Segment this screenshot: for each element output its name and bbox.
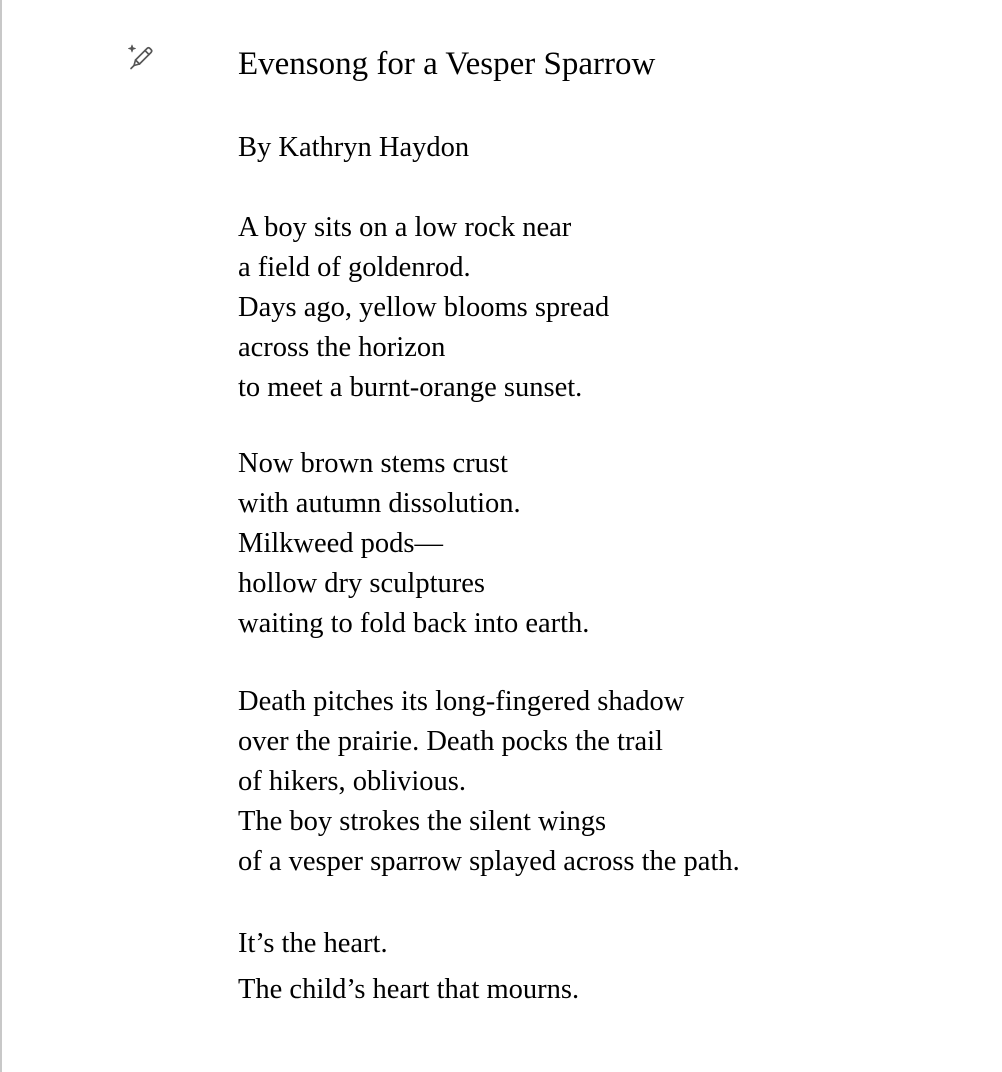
poem-line: to meet a burnt-orange sunset. [238, 372, 583, 403]
stanza-4 [238, 924, 579, 1010]
stanza-2 [238, 444, 589, 644]
poem-line: waiting to fold back into earth. [238, 608, 590, 639]
poem-title: Evensong for a Vesper Sparrow [238, 46, 656, 82]
poem-line: It’s the heart. [238, 928, 388, 959]
poem-line: Days ago, yellow blooms spread [238, 292, 610, 323]
poem-line: over the prairie. Death pocks the trail [238, 726, 663, 757]
stanza-3 [238, 682, 740, 882]
poem-line: Milkweed pods— [238, 528, 444, 559]
poem-line: The child’s heart that mourns. [238, 974, 580, 1005]
poem-line: of hikers, oblivious. [238, 766, 466, 797]
pen-sparkle-icon[interactable] [126, 42, 156, 72]
poem-line: Now brown stems crust [238, 448, 508, 479]
poem-line: across the horizon [238, 332, 446, 363]
poem-line: with autumn dissolution. [238, 488, 521, 519]
poem-line: of a vesper sparrow splayed across the path. [238, 846, 740, 877]
stanza-1 [238, 208, 609, 408]
poem-line: A boy sits on a low rock near [238, 212, 572, 243]
poem-line: hollow dry sculptures [238, 568, 485, 599]
poem-line: Death pitches its long-fingered shadow [238, 686, 685, 717]
poem-byline: By Kathryn Haydon [238, 132, 470, 163]
poem-line: a field of goldenrod. [238, 252, 471, 283]
poem-line: The boy strokes the silent wings [238, 806, 607, 837]
